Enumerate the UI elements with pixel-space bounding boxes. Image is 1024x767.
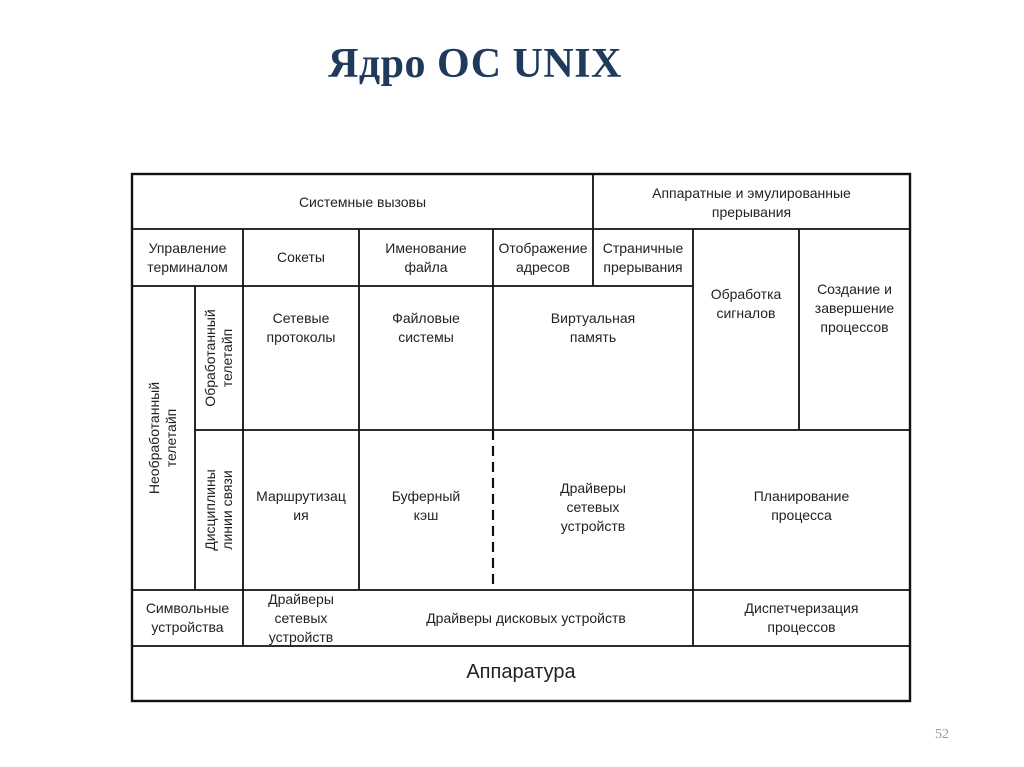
- slide-title: Ядро ОС UNIX: [328, 41, 622, 87]
- cell-routing: Маршрутизац ия: [256, 488, 346, 523]
- cell-signal-handling: Обработка сигналов: [710, 286, 782, 321]
- cell-hw-interrupts: Аппаратные и эмулированные прерывания: [652, 184, 851, 220]
- cell-file-systems: Файловые системы: [392, 310, 460, 345]
- cell-line-disciplines: Дисциплины линии связи: [202, 469, 235, 551]
- cell-net-drivers-mid: Драйверы сетевых устройств: [560, 479, 626, 534]
- cell-char-devices: Символьные устройства: [145, 600, 230, 635]
- cell-page-faults: Страничные прерывания: [602, 239, 684, 275]
- page-number: 52: [935, 727, 949, 742]
- cell-hardware: Аппаратура: [466, 661, 576, 683]
- cell-file-naming: Именование файла: [385, 239, 467, 275]
- cell-disk-drivers: Драйверы дисковых устройств: [426, 609, 626, 626]
- cell-raw-tty: Необработанный телетайп: [146, 381, 179, 495]
- cell-process-scheduling: Планирование процесса: [753, 488, 850, 523]
- cell-buffer-cache: Буферный кэш: [391, 488, 461, 523]
- cell-cooked-tty: Обработанный телетайп: [202, 309, 235, 407]
- cell-system-calls: Системные вызовы: [298, 194, 427, 210]
- cell-net-drivers-bottom: Драйверы сетевых устройств: [268, 590, 334, 645]
- cell-address-mapping: Отображение адресов: [498, 239, 588, 275]
- cell-sockets: Сокеты: [277, 249, 325, 265]
- cell-process-dispatching: Диспетчеризация процессов: [744, 600, 859, 635]
- cell-terminal-control: Управление терминалом: [147, 239, 228, 275]
- cell-network-protocols: Сетевые протоколы: [266, 310, 336, 345]
- cell-process-lifecycle: Создание и завершение процессов: [814, 280, 895, 335]
- cell-virtual-memory: Виртуальная память: [550, 310, 636, 345]
